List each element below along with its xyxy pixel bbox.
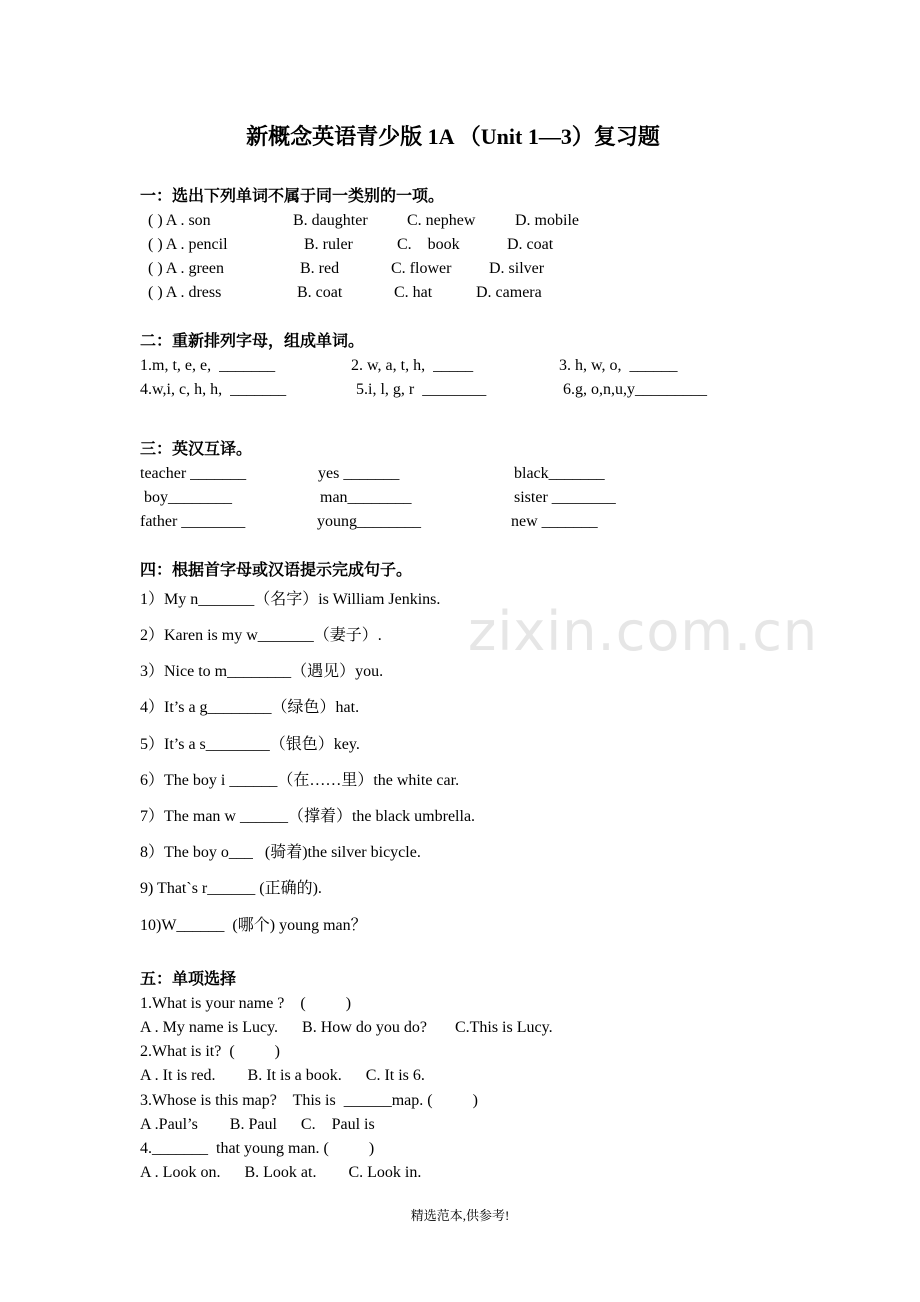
section-2-heading: 二：重新排列字母，组成单词。 bbox=[140, 333, 365, 350]
s5-question-1: 1.What is your name ? ( ) bbox=[140, 995, 352, 1012]
s5-options-4: A . Look on. B. Look at. C. Look in. bbox=[140, 1164, 422, 1181]
s2-item-5: 5.i, l, g, r ________ bbox=[356, 381, 487, 398]
section-1-heading: 一：选出下列单词不属于同一类别的一项。 bbox=[140, 188, 445, 205]
s1-row4-option-b: B. coat bbox=[297, 284, 343, 301]
s3-item-sister: sister ________ bbox=[514, 489, 616, 506]
s3-item-teacher: teacher _______ bbox=[140, 465, 247, 482]
s1-row1-option-d: D. mobile bbox=[515, 212, 579, 229]
s4-sentence-3: 3）Nice to m________（遇见）you. bbox=[140, 663, 384, 680]
page-title: 新概念英语青少版 1A （Unit 1—3）复习题 bbox=[246, 124, 660, 149]
s4-sentence-2: 2）Karen is my w_______（妻子）. bbox=[140, 627, 382, 644]
s2-item-2: 2. w, a, t, h, _____ bbox=[351, 357, 474, 374]
s4-sentence-8: 8）The boy o___ (骑着)the silver bicycle. bbox=[140, 844, 421, 861]
s5-options-1: A . My name is Lucy. B. How do you do? C.This is Lucy. bbox=[140, 1019, 553, 1036]
s3-item-yes: yes _______ bbox=[318, 465, 400, 482]
s3-item-new: new _______ bbox=[511, 513, 598, 530]
s1-row2-option-d: D. coat bbox=[507, 236, 554, 253]
s4-sentence-10: 10)W______ (哪个) young man？ bbox=[140, 917, 367, 934]
s4-sentence-5: 5）It’s a s________（银色）key. bbox=[140, 736, 360, 753]
s1-row4-option-c: C. hat bbox=[394, 284, 433, 301]
s1-row2-option-c: C. book bbox=[397, 236, 460, 253]
s1-row3-option-d: D. silver bbox=[489, 260, 545, 277]
s4-sentence-9: 9) That`s r______ (正确的). bbox=[140, 880, 322, 897]
s1-row2-prompt: ( ) A . pencil bbox=[148, 236, 228, 253]
section-5-heading: 五：单项选择 bbox=[140, 971, 237, 988]
s2-item-1: 1.m, t, e, e, _______ bbox=[140, 357, 276, 374]
s2-item-4: 4.w,i, c, h, h, _______ bbox=[140, 381, 287, 398]
s1-row2-option-b: B. ruler bbox=[304, 236, 353, 253]
s3-item-black: black_______ bbox=[514, 465, 605, 482]
section-3-heading: 三：英汉互译。 bbox=[140, 441, 253, 458]
s1-row1-option-c: C. nephew bbox=[407, 212, 476, 229]
footer-note: 精选范本,供参考! bbox=[410, 1208, 510, 1223]
s2-item-6: 6.g, o,n,u,y_________ bbox=[563, 381, 707, 398]
s5-question-2: 2.What is it? ( ) bbox=[140, 1043, 280, 1060]
s1-row3-prompt: ( ) A . green bbox=[148, 260, 224, 277]
s1-row1-option-b: B. daughter bbox=[293, 212, 368, 229]
s3-item-father: father ________ bbox=[140, 513, 246, 530]
s1-row4-option-d: D. camera bbox=[476, 284, 542, 301]
s4-sentence-6: 6）The boy i ______（在……里）the white car. bbox=[140, 772, 460, 789]
s1-row1-prompt: ( ) A . son bbox=[148, 212, 211, 229]
s1-row3-option-b: B. red bbox=[300, 260, 340, 277]
s5-question-4: 4._______ that young man. ( ) bbox=[140, 1140, 375, 1157]
watermark: zixin.com.cn bbox=[468, 600, 819, 663]
s5-options-3: A .Paul’s B. Paul C. Paul is bbox=[140, 1116, 375, 1133]
s5-question-3: 3.Whose is this map? This is ______map. ( ) bbox=[140, 1092, 478, 1109]
s3-item-young: young________ bbox=[317, 513, 421, 530]
s4-sentence-1: 1）My n_______（名字）is William Jenkins. bbox=[140, 591, 441, 608]
s5-options-2: A . It is red. B. It is a book. C. It is 6. bbox=[140, 1067, 425, 1084]
s4-sentence-4: 4）It’s a g________（绿色）hat. bbox=[140, 699, 360, 716]
s2-item-3: 3. h, w, o, ______ bbox=[559, 357, 678, 374]
section-4-heading: 四：根据首字母或汉语提示完成句子。 bbox=[140, 562, 413, 579]
s4-sentence-7: 7）The man w ______（撑着）the black umbrella. bbox=[140, 808, 476, 825]
s3-item-man: man________ bbox=[320, 489, 412, 506]
s1-row4-prompt: ( ) A . dress bbox=[148, 284, 222, 301]
s3-item-boy: boy________ bbox=[140, 489, 232, 506]
s1-row3-option-c: C. flower bbox=[391, 260, 452, 277]
